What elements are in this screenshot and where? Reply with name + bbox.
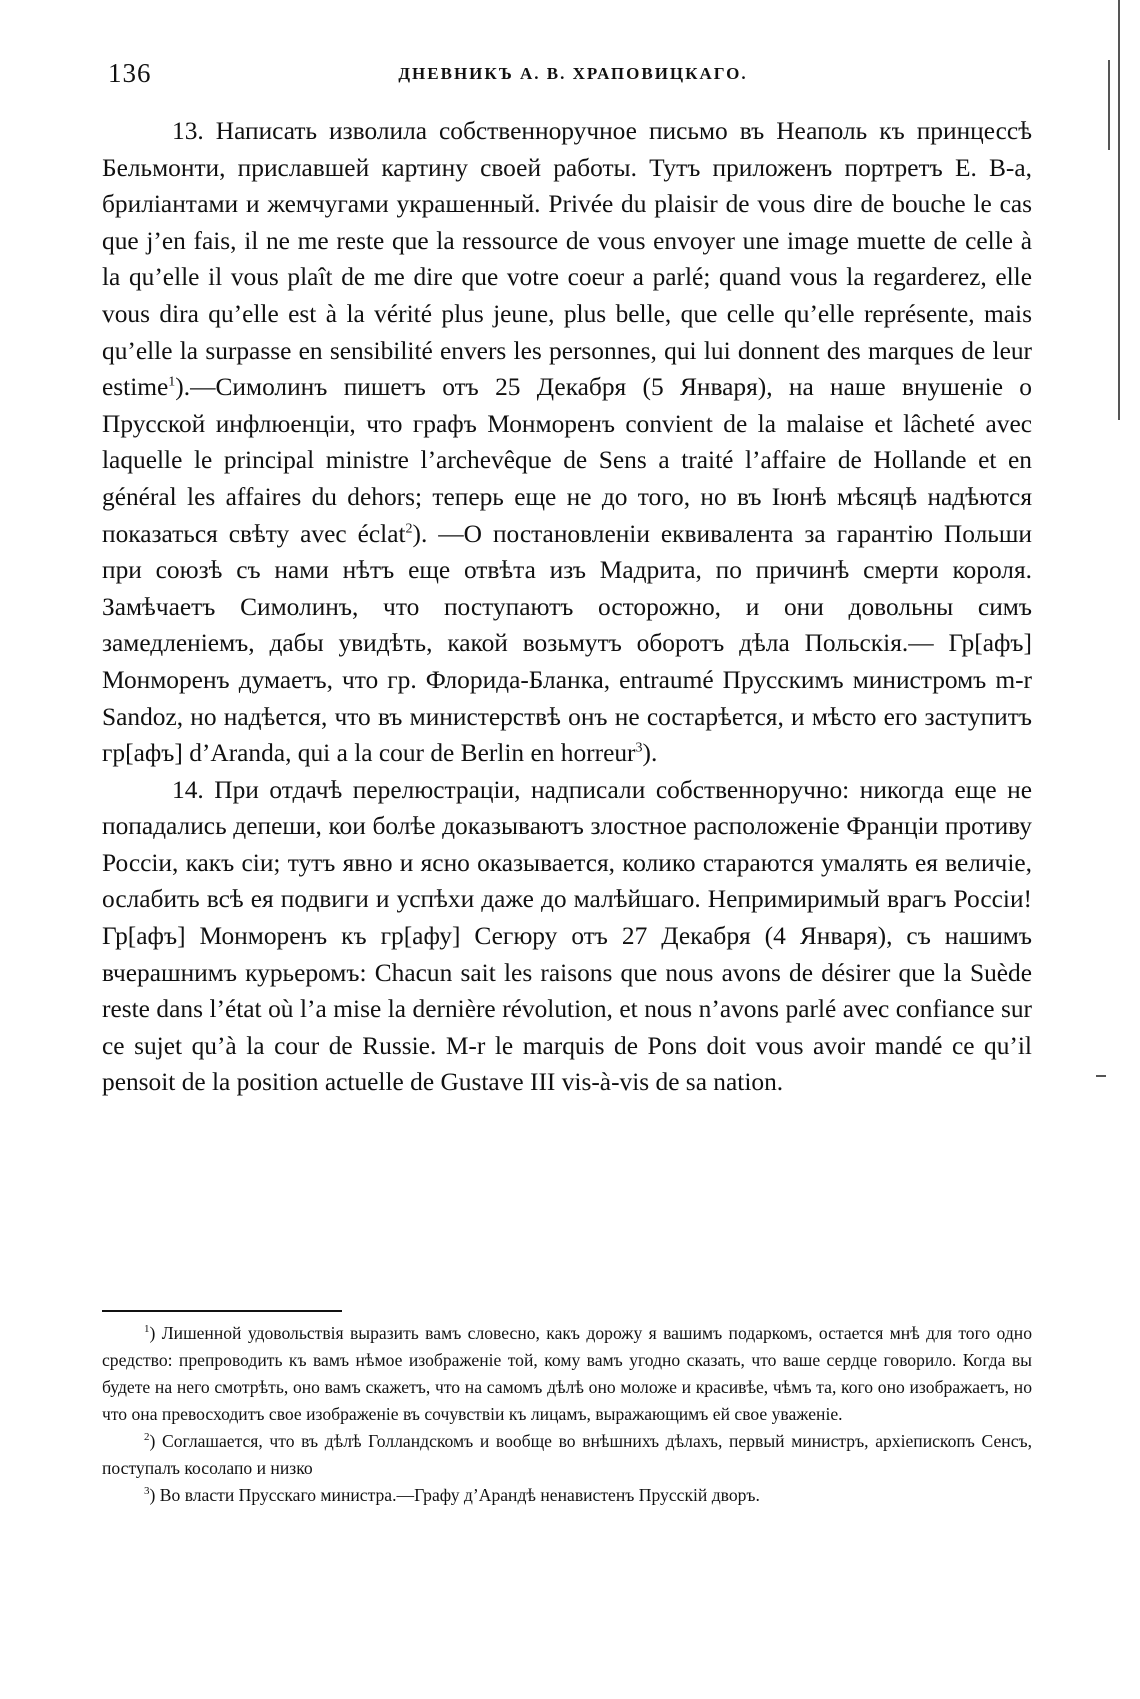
footnote-1 — [102, 1320, 1032, 1428]
footnote-2-text: ) Соглашается, что въ дѣлѣ Голландскомъ и вообще во внѣшнихъ дѣлахъ, первый министръ, архіепископъ Сенсъ, поступалъ косолапо и низко — [102, 1431, 1032, 1478]
page-header — [108, 58, 1038, 98]
running-title: ДНЕВНИКЪ А. В. ХРАПОВИЦКАГО. — [398, 64, 748, 83]
footnote-ref-1: 1 — [168, 374, 176, 390]
footnote-3 — [102, 1482, 1032, 1509]
footnote-marker-2: 2 — [144, 1431, 150, 1444]
right-margin-mark — [1096, 1075, 1106, 1077]
right-margin-mark — [1118, 0, 1120, 420]
paragraph-13-text-a: 13. Написать изволила собственноручное письмо въ Неаполь къ принцессѣ Бельмонти, приславшей картину своей работы. Тутъ приложенъ портретъ Е. В-а, бриліантами и жемчугами украшенный. Privée du plaisir de vous dire de bouche le cas que j’en fais, il ne me reste que la ressource de vous envoyer une image muette de celle à la qu’elle il vous plaît de me dire que votre coeur a parlé; quand vous la regarderez, elle vous dira qu’elle est à la vérité plus jeune, plus belle, que celle qu’elle représente, mais qu’elle la surpasse en sensibilité envers les personnes, qui lui donnent des marques de leur estime — [102, 117, 1032, 402]
paragraph-14: 14. При отдачѣ перелюстраціи, надписали собственноручно: никогда еще не попадались депеши, кои болѣе доказываютъ злостное расположеніе Франціи противу Россіи, какъ сіи; тутъ явно и ясно оказывается, колико стараются умалять ея величіе, ослабить всѣ ея подвиги и успѣхи даже до малѣйшаго. Непримиримый врагъ Россіи! Гр[афъ] Монморенъ къ гр[афу] Сегюру отъ 27 Декабря (4 Января), съ нашимъ вчерашнимъ курьеромъ: Chacun sait les raisons que nous avons de désirer que la Suède reste dans l’état où l’a mise la dernière révolution, et nous n’avons parlé avec confiance sur ce sujet qu’à la cour de Russie. M-r le marquis de Pons doit vous avoir mandé ce qu’il pensoit de la position actuelle de Gustave III vis-à-vis de sa nation. — [102, 775, 1032, 1097]
paragraph-13-text-c: ). —О постановленіи еквивалента за гарантію Польши при союзѣ съ нами нѣтъ еще отвѣта изъ Мадрита, по причинѣ смерти короля. Замѣчаетъ Симолинъ, что поступаютъ осторожно, и они довольны симъ замедленіемъ, дабы увидѣть, какой возьмутъ оборотъ дѣла Польскія.— Гр[афъ] Монморенъ думаетъ, что гр. Флорида-Бланка, entraumé Прусскимъ министромъ m-r Sandoz, но надѣется, что въ министерствѣ онъ не состарѣется, и мѣсто его заступитъ гр[афъ] d’Aranda, qui a la cour de Berlin en horreur — [102, 519, 1032, 768]
page-number: 136 — [108, 58, 152, 88]
footnote-1-text: ) Лишенной удовольствія выразить вамъ словесно, какъ дорожу я вашимъ подаркомъ, остается мнѣ для того одно средство: препроводить къ вамъ нѣмое изображеніе той, кому вамъ угодно сказать, что ваше сердце говорило. Когда вы будете на него смотрѣть, оно вамъ скажетъ, что на самомъ дѣлѣ оно моложе и красивѣе, чѣмъ та, кого оно изображаетъ, но что она превосходитъ свое изображеніе въ сочувствіи къ лицамъ, выражающимъ ей свое уваженіе. — [102, 1323, 1032, 1424]
footnote-ref-2: 2 — [405, 521, 413, 537]
paragraph-13 — [102, 113, 1032, 772]
footnote-3-text: ) Во власти Прусскаго министра.—Графу д’Арандѣ ненавистенъ Прусскій дворъ. — [149, 1485, 760, 1505]
paragraph-13-text-d: ). — [642, 739, 658, 768]
paragraph-13-text-b: ).—Симолинъ пишетъ отъ 25 Декабря (5 Января), на наше внушеніе о Прусской инфлюенціи, что графъ Монморенъ convient de la malaise et lâcheté avec laquelle le principal ministre l’archevêque de Sens a traité l’affaire de Hollande et en général les affaires du dehors; теперь еще не до того, но въ Іюнѣ мѣсяцѣ надѣются показаться свѣту avec éclat — [102, 373, 1032, 548]
footnote-marker-1: 1 — [144, 1323, 150, 1336]
footnote-rule — [102, 1310, 342, 1312]
footnote-ref-3: 3 — [635, 740, 643, 756]
footnote-marker-3: 3 — [144, 1485, 150, 1498]
main-text — [102, 113, 1032, 1101]
footnotes — [102, 1320, 1032, 1509]
footnote-2 — [102, 1428, 1032, 1482]
right-margin-mark — [1108, 60, 1110, 150]
